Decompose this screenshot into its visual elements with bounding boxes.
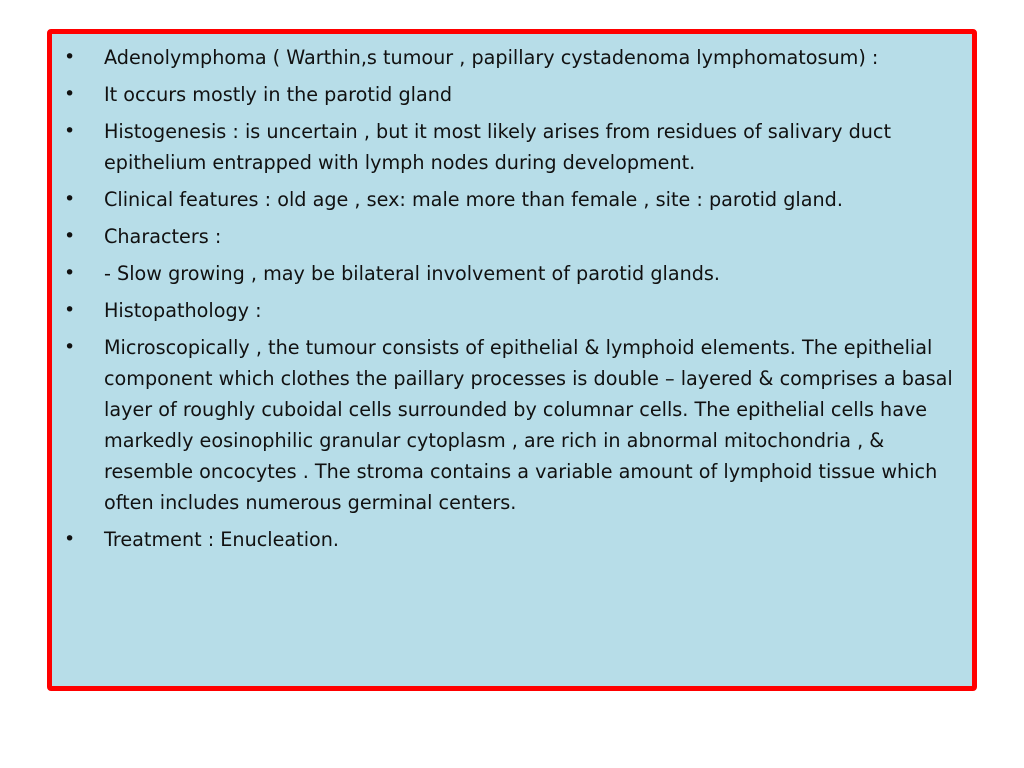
bullet-item-title [52,42,972,73]
bullet-dot: • [64,83,76,105]
bullet-text: Characters : [104,225,222,248]
bullet-item-histopathology [52,295,972,326]
bullet-dot: • [64,336,76,358]
bullet-text: - Slow growing , may be bilateral involvement of parotid glands. [104,262,721,285]
bullet-dot: • [64,46,76,68]
bullet-text: It occurs mostly in the parotid gland [104,83,453,106]
bullet-text: Treatment : Enucleation. [104,528,340,551]
bullet-text: Clinical features : old age , sex: male more than female , site : parotid gland. [104,188,843,211]
bullet-text: Histopathology : [104,299,262,322]
bullet-item-microscopy [52,332,972,518]
bullet-text: Microscopically , the tumour consists of epithelial & lymphoid elements. The epithelial component which clothes the paillary processes is double – layered & comprises a basal layer of roughly cuboidal cells surrounded by columnar cells. The epithelial cells have markedly eosinophilic granular cytoplasm , are rich in abnormal mitochondria , & resemble oncocytes . The stroma contains a variable amount of lymphoid tissue which often includes numerous germinal centers. [104,336,953,514]
bullet-item-histogenesis [52,116,972,178]
bullet-item-slow-growing [52,258,972,289]
bullet-dot: • [64,299,76,321]
bullet-dot: • [64,120,76,142]
bullet-dot: • [64,225,76,247]
content-box [47,29,977,691]
bullet-item-clinical-features [52,184,972,215]
bullet-dot: • [64,262,76,284]
bullet-item-treatment [52,524,972,555]
bullet-item-location [52,79,972,110]
bullet-dot: • [64,188,76,210]
bullet-text: Histogenesis : is uncertain , but it most likely arises from residues of salivary duct epithelium entrapped with lymph nodes during development. [104,120,892,174]
bullet-text: Adenolymphoma ( Warthin,s tumour , papillary cystadenoma lymphomatosum) : [104,46,879,69]
bullet-dot: • [64,528,76,550]
bullet-list [52,42,972,561]
bullet-item-characters [52,221,972,252]
